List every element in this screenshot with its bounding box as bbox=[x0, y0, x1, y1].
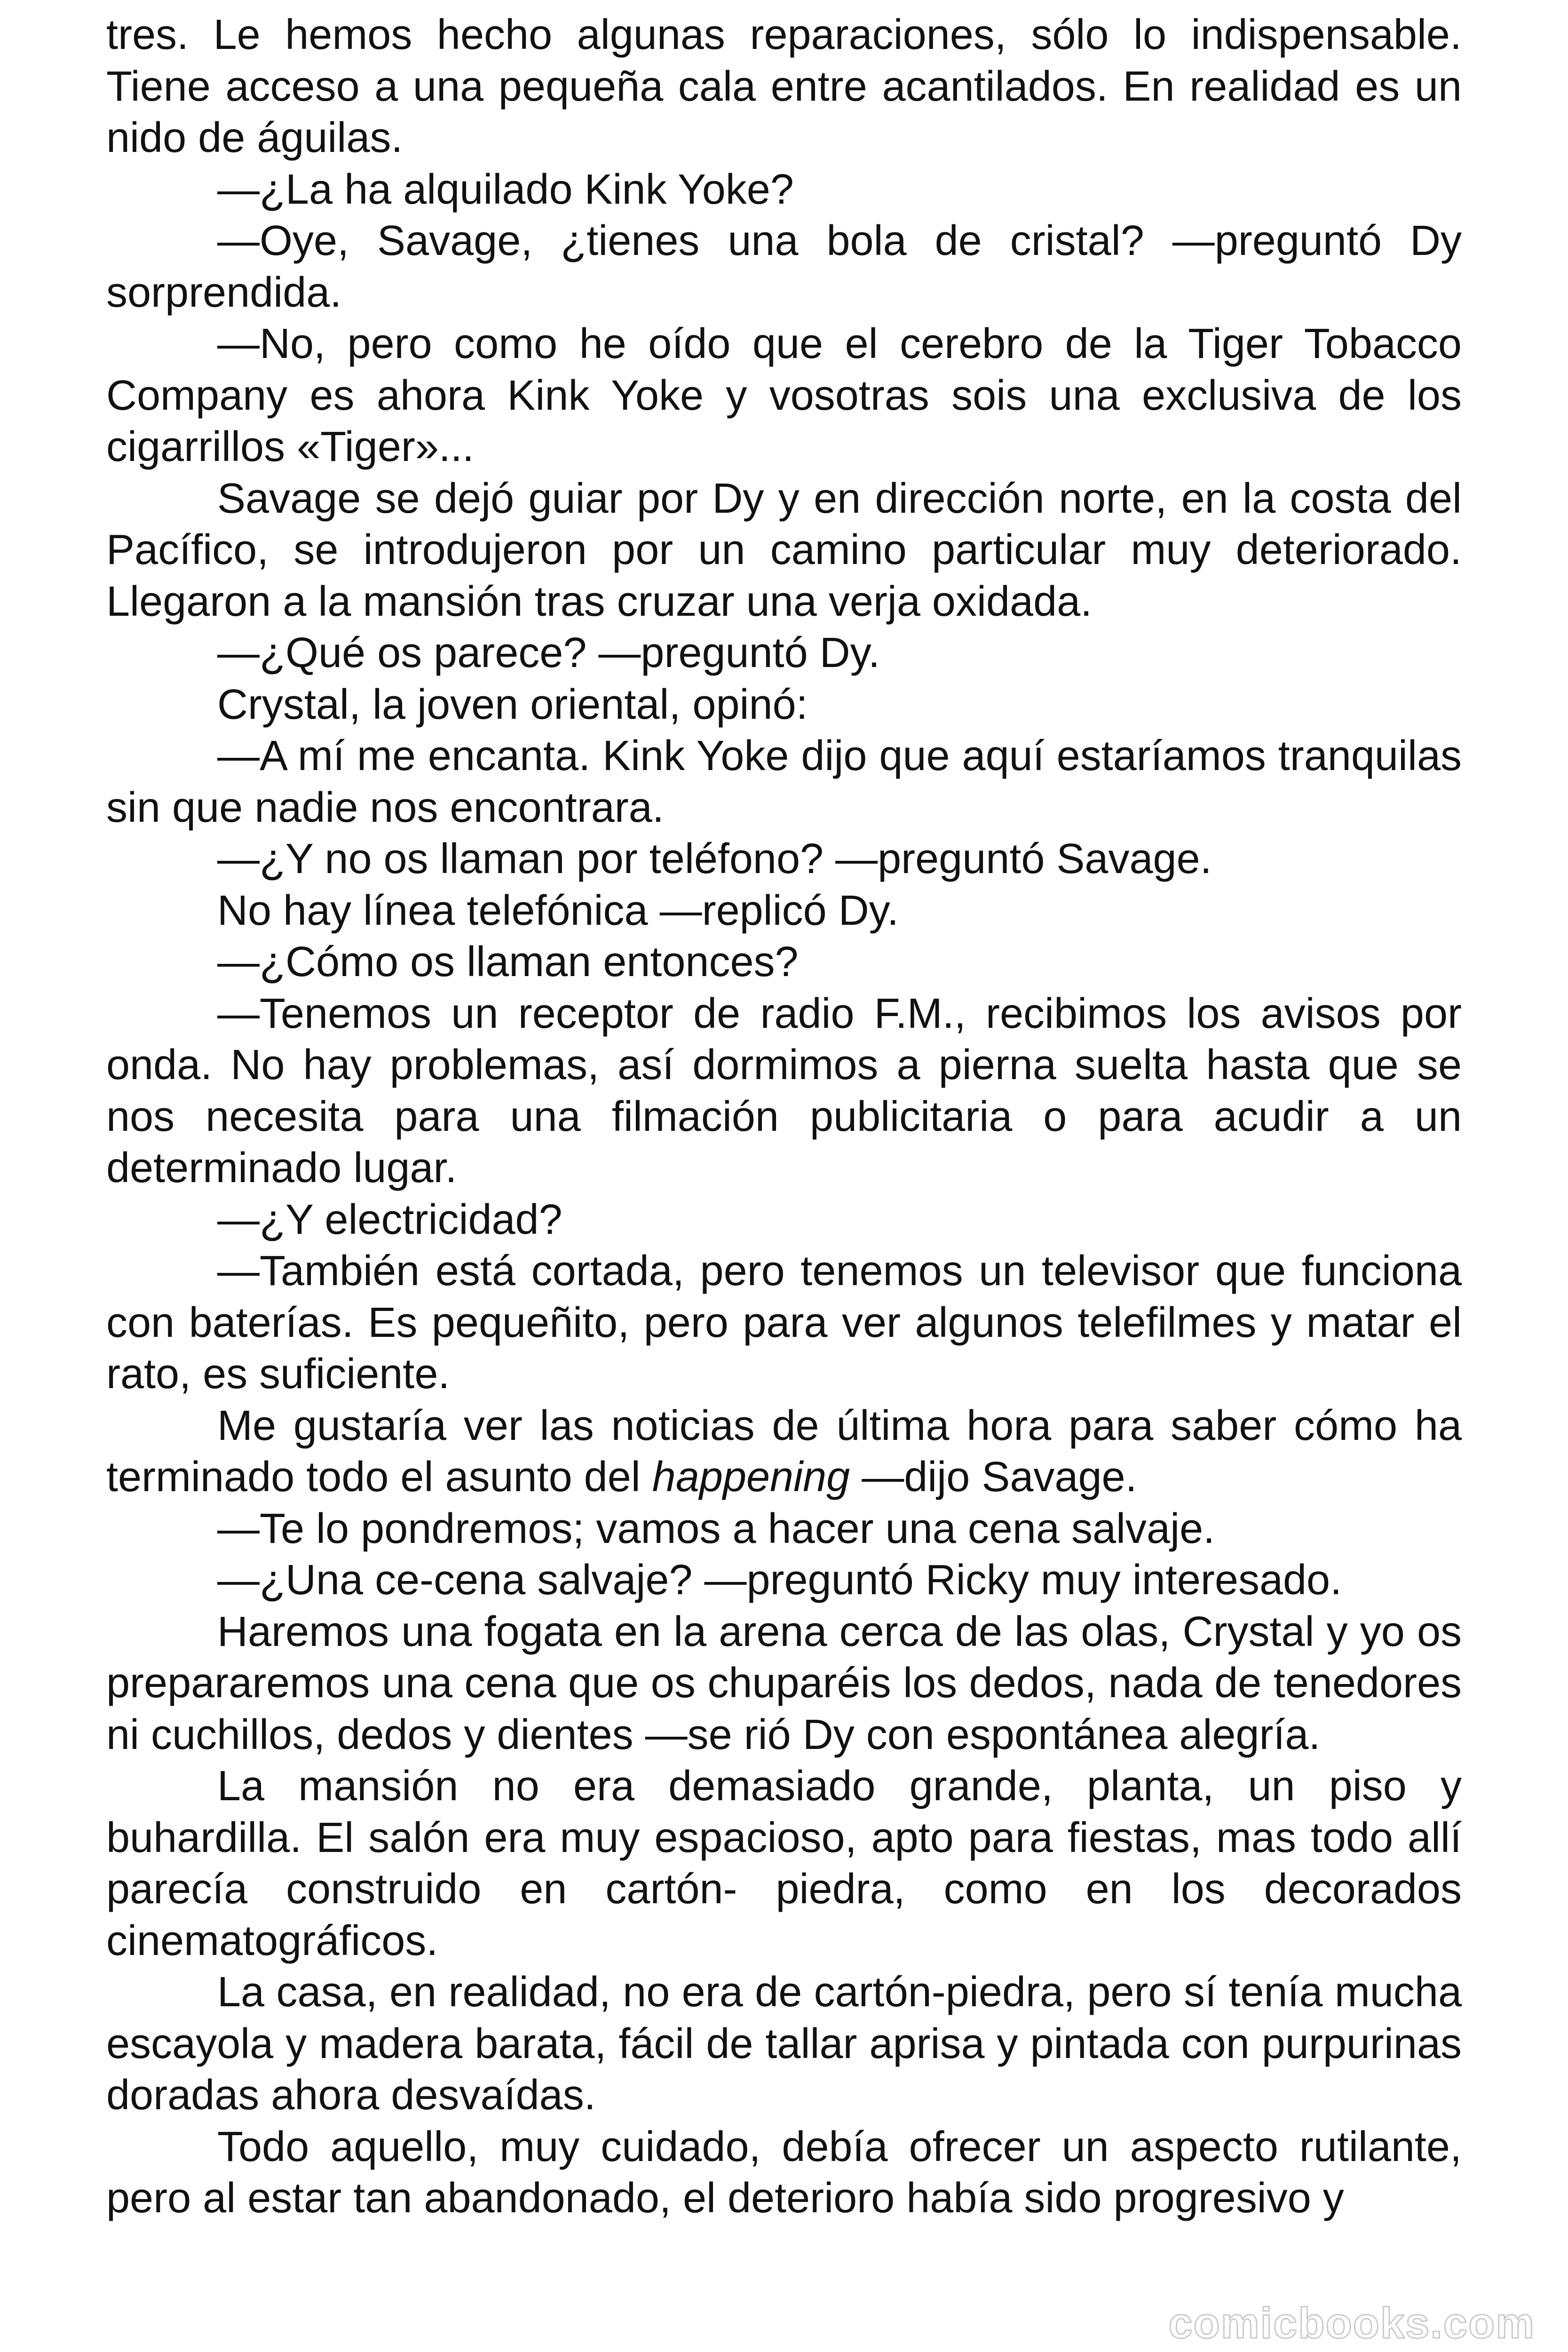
paragraph-15 bbox=[106, 1400, 1462, 1503]
paragraph-11: —¿Cómo os llaman entonces? bbox=[217, 938, 799, 985]
paragraph-7: Crystal, la joven oriental, opinó: bbox=[217, 681, 808, 728]
paragraph-2: —¿La ha alquilado Kink Yoke? bbox=[217, 166, 794, 213]
paragraph-12: —Tenemos un receptor de radio F.M., recibimos los avisos por onda. No hay problemas, así dormimos a pierna suelta hasta que se nos necesita para una filmación publicitaria o para acudir a un determinado lugar. bbox=[106, 990, 1462, 1192]
paragraph-8: —A mí me encanta. Kink Yoke dijo que aquí estaríamos tranquilas sin que nadie nos encontrara. bbox=[106, 732, 1462, 831]
paragraph-9: —¿Y no os llaman por teléfono? —preguntó Savage. bbox=[217, 835, 1212, 882]
paragraph-18: Haremos una fogata en la arena cerca de las olas, Crystal y yo os prepararemos una cena que os chuparéis los dedos, nada de tenedores ni cuchillos, dedos y dientes —se rió Dy con espontánea alegría. bbox=[106, 1608, 1462, 1758]
paragraph-20: La casa, en realidad, no era de cartón-piedra, pero sí tenía mucha escayola y madera barata, fácil de tallar aprisa y pintada con purpurinas doradas ahora desvaídas. bbox=[106, 1969, 1462, 2119]
paragraph-5: Savage se dejó guiar por Dy y en dirección norte, en la costa del Pacífico, se introdujeron por un camino particular muy deteriorado. Llegaron a la mansión tras cruzar una verja oxidada. bbox=[106, 475, 1462, 625]
paragraph-17: —¿Una ce-cena salvaje? —preguntó Ricky muy interesado. bbox=[217, 1557, 1342, 1604]
page-text bbox=[106, 9, 1462, 2225]
watermark: comicbooks.com bbox=[1168, 2299, 1535, 2347]
paragraph-14: —También está cortada, pero tenemos un televisor que funciona con baterías. Es pequeñito, pero para ver algunos telefilmes y matar el rato, es suficiente. bbox=[106, 1248, 1462, 1398]
italic-word: happening bbox=[652, 1454, 850, 1501]
paragraph-21: Todo aquello, muy cuidado, debía ofrecer un aspecto rutilante, pero al estar tan abandonado, el deterioro había sido progresivo y bbox=[106, 2123, 1462, 2222]
paragraph-16: —Te lo pondremos; vamos a hacer una cena salvaje. bbox=[217, 1505, 1215, 1552]
paragraph-15-text-after: —dijo Savage. bbox=[850, 1454, 1137, 1501]
paragraph-19: La mansión no era demasiado grande, planta, un piso y buhardilla. El salón era muy espacioso, apto para fiestas, mas todo allí parecía construido en cartón- piedra, como en los decorados cinematográficos. bbox=[106, 1763, 1462, 1964]
paragraph-1: tres. Le hemos hecho algunas reparaciones, sólo lo indispensable. Tiene acceso a una pequeña cala entre acantilados. En realidad es un nido de águilas. bbox=[106, 11, 1462, 161]
paragraph-3: —Oye, Savage, ¿tienes una bola de cristal? —preguntó Dy sorprendida. bbox=[106, 217, 1462, 316]
paragraph-15-text-before: Me gustaría ver las noticias de última hora para saber cómo ha terminado todo el asunto del bbox=[106, 1402, 1462, 1501]
paragraph-4: —No, pero como he oído que el cerebro de la Tiger Tobacco Company es ahora Kink Yoke y vosotras sois una exclusiva de los cigarrillos «Tiger»... bbox=[106, 320, 1462, 470]
paragraph-13: —¿Y electricidad? bbox=[217, 1196, 562, 1243]
paragraph-10: No hay línea telefónica —replicó Dy. bbox=[217, 887, 899, 934]
paragraph-6: —¿Qué os parece? —preguntó Dy. bbox=[217, 629, 880, 676]
